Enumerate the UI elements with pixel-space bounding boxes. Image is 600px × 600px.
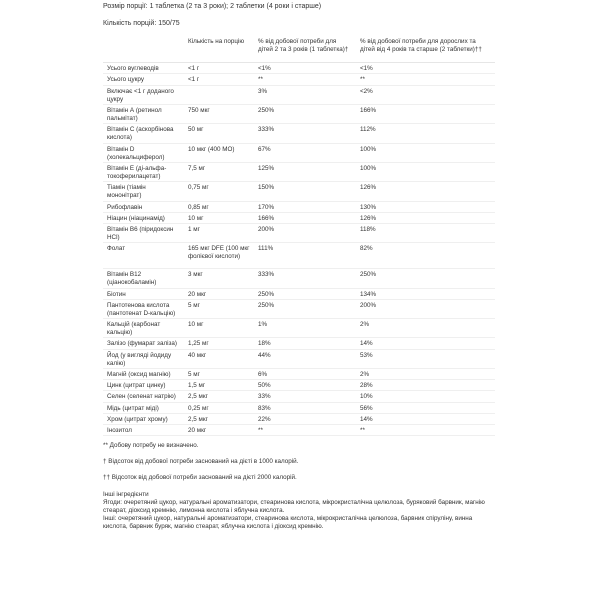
nutrient-amount: 3 мкг bbox=[184, 269, 254, 288]
nutrient-name: Пантотенова кислота (пантотенат D-кальцію) bbox=[103, 299, 184, 318]
dv-children: 6% bbox=[254, 369, 356, 380]
nutrient-amount: 50 мг bbox=[184, 124, 254, 143]
dv-children: 150% bbox=[254, 182, 356, 201]
ingredients-other: Інші: очеретяний цукор, натуральні ароматизатори, стеаринова кислота, мікрокристалічна целюлоза, барвник спіруліну, винна кислота, барвник буряк, магнію стеарат, яблучна кислота і діоксид кремнію. bbox=[103, 515, 473, 531]
nutrient-name: Інозитол bbox=[103, 424, 184, 435]
nutrient-amount bbox=[184, 85, 254, 104]
nutrient-amount: 0,25 мг bbox=[184, 402, 254, 413]
nutrient-name: Хром (цитрат хрому) bbox=[103, 413, 184, 424]
table-row bbox=[103, 391, 495, 402]
table-row bbox=[103, 424, 495, 435]
dv-adults: 82% bbox=[356, 243, 495, 269]
footnote: † Відсоток від добової потреби заснований на дієті в 1000 калорій. bbox=[103, 458, 299, 466]
table-row bbox=[103, 143, 495, 162]
table-row bbox=[103, 269, 495, 288]
supplement-facts-table bbox=[103, 37, 495, 436]
nutrient-name: Залізо (фумарат заліза) bbox=[103, 338, 184, 349]
dv-children: 3% bbox=[254, 85, 356, 104]
dv-adults: 126% bbox=[356, 212, 495, 223]
nutrient-name: Вітамін С (аскорбінова кислота) bbox=[103, 124, 184, 143]
dv-adults: 118% bbox=[356, 223, 495, 242]
table-row bbox=[103, 380, 495, 391]
nutrient-amount: 1 мг bbox=[184, 223, 254, 242]
nutrient-amount: 5 мг bbox=[184, 369, 254, 380]
nutrient-amount: 7,5 мг bbox=[184, 162, 254, 181]
nutrient-name: Мідь (цитрат міді) bbox=[103, 402, 184, 413]
table-row bbox=[103, 201, 495, 212]
nutrient-amount: 2,5 мкг bbox=[184, 413, 254, 424]
nutrient-name: Вітамін А (ретинол пальмітат) bbox=[103, 104, 184, 123]
dv-children: ** bbox=[254, 424, 356, 435]
dv-children: <1% bbox=[254, 63, 356, 74]
nutrient-name: Вітамін D (холекальциферол) bbox=[103, 143, 184, 162]
table-row bbox=[103, 299, 495, 318]
table-row bbox=[103, 349, 495, 368]
dv-children: 250% bbox=[254, 104, 356, 123]
nutrient-amount: <1 г bbox=[184, 63, 254, 74]
dv-children: 200% bbox=[254, 223, 356, 242]
nutrient-name: Магній (оксид магнію) bbox=[103, 369, 184, 380]
table-header-row bbox=[103, 37, 495, 63]
header-dv-children: % від добової потреби для дітей 2 та 3 років (1 таблетка)† bbox=[254, 37, 356, 63]
dv-children: 50% bbox=[254, 380, 356, 391]
dv-adults: 100% bbox=[356, 162, 495, 181]
dv-adults: 100% bbox=[356, 143, 495, 162]
dv-adults: 56% bbox=[356, 402, 495, 413]
dv-children: 170% bbox=[254, 201, 356, 212]
nutrient-name: Вітамін В12 (ціанокобаламін) bbox=[103, 269, 184, 288]
dv-children: 111% bbox=[254, 243, 356, 269]
nutrient-amount: 20 мкг bbox=[184, 424, 254, 435]
nutrient-amount: 2,5 мкг bbox=[184, 391, 254, 402]
header-amount: Кількість на порцію bbox=[184, 37, 254, 63]
nutrient-amount: 1,25 мг bbox=[184, 338, 254, 349]
nutrient-name: Вітамін Е (ді-альфа-токоферилацетат) bbox=[103, 162, 184, 181]
nutrient-amount: 10 мкг (400 МО) bbox=[184, 143, 254, 162]
dv-children: 67% bbox=[254, 143, 356, 162]
dv-children: 250% bbox=[254, 299, 356, 318]
ingredients-berries: Ягоди: очеретяний цукор, натуральні ароматизатори, стеаринова кислота, мікрокристалічна целюлоза, буряковий барвник, магнію стеарат, діоксид кремнію, лимонна кислота і яблучна кислота. bbox=[103, 498, 485, 514]
dv-children: 33% bbox=[254, 391, 356, 402]
nutrient-name: Цинк (цитрат цинку) bbox=[103, 380, 184, 391]
nutrient-amount: 0,85 мг bbox=[184, 201, 254, 212]
dv-children: 333% bbox=[254, 124, 356, 143]
supplement-facts-document bbox=[103, 2, 495, 531]
table-row bbox=[103, 162, 495, 181]
dv-adults: 130% bbox=[356, 201, 495, 212]
nutrient-name: Селен (селенат натрію) bbox=[103, 391, 184, 402]
dv-adults: 2% bbox=[356, 319, 495, 338]
dv-children: 250% bbox=[254, 288, 356, 299]
nutrient-name: Ніацин (ніацинамід) bbox=[103, 212, 184, 223]
nutrient-amount: 5 мг bbox=[184, 299, 254, 318]
nutrient-name: Усього вуглеводів bbox=[103, 63, 184, 74]
header-dv-adults: % від добової потреби для дорослих та дітей від 4 років та старше (2 таблетки)†† bbox=[356, 37, 495, 63]
header-nutrient bbox=[103, 37, 184, 63]
table-row bbox=[103, 182, 495, 201]
nutrient-name: Йод (у вигляді йодиду калію) bbox=[103, 349, 184, 368]
table-row bbox=[103, 413, 495, 424]
nutrient-amount: 750 мкг bbox=[184, 104, 254, 123]
nutrient-amount: 40 мкг bbox=[184, 349, 254, 368]
table-row bbox=[103, 212, 495, 223]
dv-adults: 134% bbox=[356, 288, 495, 299]
dv-adults: 112% bbox=[356, 124, 495, 143]
nutrient-amount: 0,75 мг bbox=[184, 182, 254, 201]
dv-adults: ** bbox=[356, 424, 495, 435]
dv-adults: ** bbox=[356, 74, 495, 85]
nutrient-name: Біотин bbox=[103, 288, 184, 299]
dv-children: 22% bbox=[254, 413, 356, 424]
dv-adults: 166% bbox=[356, 104, 495, 123]
table-row bbox=[103, 288, 495, 299]
dv-children: 18% bbox=[254, 338, 356, 349]
nutrient-name: Включає <1 г доданого цукру bbox=[103, 85, 184, 104]
nutrient-amount: <1 г bbox=[184, 74, 254, 85]
nutrient-name: Рибофлавін bbox=[103, 201, 184, 212]
dv-children: 125% bbox=[254, 162, 356, 181]
table-row bbox=[103, 104, 495, 123]
nutrient-name: Усього цукру bbox=[103, 74, 184, 85]
dv-adults: <1% bbox=[356, 63, 495, 74]
table-row bbox=[103, 223, 495, 242]
dv-adults: 14% bbox=[356, 413, 495, 424]
footnote: ** Добову потребу не визначено. bbox=[103, 442, 199, 450]
dv-children: ** bbox=[254, 74, 356, 85]
other-ingredients bbox=[103, 491, 495, 532]
serving-size: Розмір порції: 1 таблетка (2 та 3 роки); 2 таблетки (4 роки і старше) bbox=[103, 3, 322, 10]
serving-count: Кількість порцій: 150/75 bbox=[103, 20, 180, 28]
nutrient-name: Фолат bbox=[103, 243, 184, 269]
table-row bbox=[103, 74, 495, 85]
dv-children: 166% bbox=[254, 212, 356, 223]
dv-adults: 53% bbox=[356, 349, 495, 368]
table-row bbox=[103, 338, 495, 349]
table-row bbox=[103, 319, 495, 338]
nutrient-name: Вітамін В6 (піридоксин HCl) bbox=[103, 223, 184, 242]
nutrient-amount: 10 мг bbox=[184, 319, 254, 338]
table-row bbox=[103, 85, 495, 104]
footnote: †† Відсоток від добової потреби заснований на дієті 2000 калорій. bbox=[103, 474, 297, 482]
dv-children: 333% bbox=[254, 269, 356, 288]
dv-adults: 2% bbox=[356, 369, 495, 380]
footnotes bbox=[103, 442, 495, 483]
nutrient-name: Тіамін (тіамін мононітрат) bbox=[103, 182, 184, 201]
table-row bbox=[103, 369, 495, 380]
nutrient-amount: 10 мг bbox=[184, 212, 254, 223]
table-row bbox=[103, 63, 495, 74]
dv-adults: 10% bbox=[356, 391, 495, 402]
nutrient-amount: 1,5 мг bbox=[184, 380, 254, 391]
dv-children: 1% bbox=[254, 319, 356, 338]
dv-adults: 200% bbox=[356, 299, 495, 318]
dv-adults: 14% bbox=[356, 338, 495, 349]
table-row bbox=[103, 402, 495, 413]
dv-adults: 126% bbox=[356, 182, 495, 201]
nutrient-amount: 165 мкг DFE (100 мкг фолієвої кислоти) bbox=[184, 243, 254, 269]
dv-adults: <2% bbox=[356, 85, 495, 104]
nutrient-amount: 20 мкг bbox=[184, 288, 254, 299]
dv-adults: 250% bbox=[356, 269, 495, 288]
nutrient-name: Кальцій (карбонат кальцію) bbox=[103, 319, 184, 338]
table-row bbox=[103, 243, 495, 269]
dv-adults: 28% bbox=[356, 380, 495, 391]
dv-children: 83% bbox=[254, 402, 356, 413]
ingredients-title: Інші інгредієнти bbox=[103, 490, 149, 498]
dv-children: 44% bbox=[254, 349, 356, 368]
table-row bbox=[103, 124, 495, 143]
